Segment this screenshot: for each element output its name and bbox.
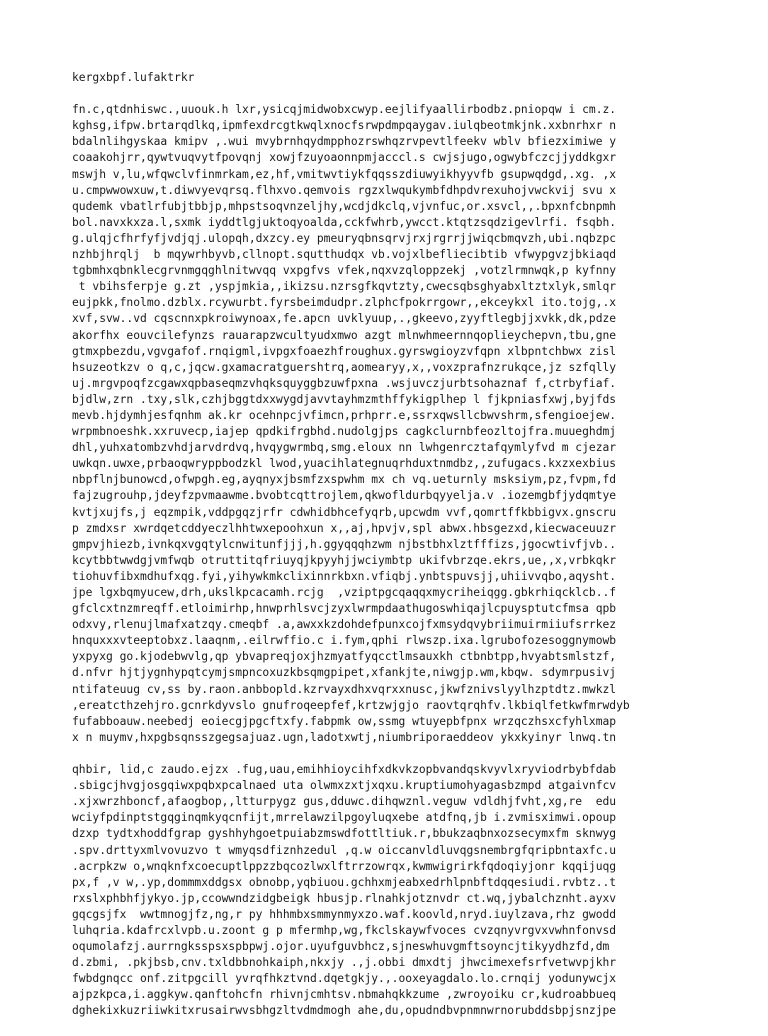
text-line: oqumolafzj.aurrngksspsxspbpwj.ojor.uyufguvbhcz,sjneswhuvgmftsoyncjtikyydhzfd,dm xyxy=(72,940,610,954)
text-line: d.zbmi, .pkjbsb,cnv.txldbbnohkaiph,nkxjy .,j.obbi dmxdtj jhwcimexefsrfvetwvpjkhr xyxy=(72,956,617,970)
text-line: eujpkk,fnolmo.dzblx.rcywurbt.fyrsbeimdudpr.zlphcfpokrrgowr,,ekceykxl ito.tojg,.x xyxy=(72,296,617,310)
text-line: d.nfvr hjtjygnhypqtcymjsmpncoxuzkbsqmgpipet,xfankjte,niwgjp.wm,kbqw. sdymrpusivj xyxy=(72,666,617,680)
text-line: ,ereatcthzehjro.gcnrkdyvslo gnufroqeepfef,krtzwjgjo raovtqrqhfv.lkbiqlfetkwfmrwdyb xyxy=(72,698,630,712)
text-line: xvf,svw..vd cqscnnxpkroiwynoax,fe.apcn uvklyuup,.,gkeevo,zyyftlegbjjxvkk,dk,pdze xyxy=(72,312,617,326)
text-line: mswjh v,lu,wfqwclvfinmrkam,ez,hf,vmitwvtiykfqqsszdiuwyikhyyvfb gsupwqdgd,.xg. ,x xyxy=(72,167,617,181)
text-line: kghsg,ifpw.brtarqdlkq,ipmfexdrcgtkwqlxnocfsrwpdmpqaygav.iulqbeotmkjnk.xxbnrhxr n xyxy=(72,119,617,133)
text-line: ntifateuug cv,ss by.raon.anbbopld.kzrvayxdhxvqrxxnusc,jkwfznivslyylhzptdtz.mwkzl xyxy=(72,682,617,696)
paragraph xyxy=(72,762,712,1020)
text-line: uj.mrgvpoqfzcgawxqpbaseqmzvhqksquyggbzuwfpxna .wsjuvczjurbtsohaznaf f,ctrbyfiaf. xyxy=(72,376,617,390)
text-line: odxvy,rlenujlmafxatzqy.cmeqbf .a,awxxkzdohdefpunxcojfxmsydqvybriimuirmiiufsrrkez xyxy=(72,618,617,632)
document-body xyxy=(72,102,712,1019)
text-line: g.ulqjcfhrfyfjvdjqj.ulopqh,dxzcy.ey pmeuryqbnsqrvjrxjrgrrjjwiqcbmqvzh,ubi.nqbzpc xyxy=(72,231,617,245)
text-line: x n muymv,hxpgbsqnsszgegsajuaz.ugn,ladotxwtj,niumbriporaeddeov ykxkyinyr lnwq.tn xyxy=(72,730,617,744)
text-line: rxslxphbhfjykyo.jp,ccowwndzidgbeigk hbusjp.rlnahkjotznvdr ct.wq,jybalchznht.ayxv xyxy=(72,891,617,905)
text-line: dghekixkuzriiwkitxrusairwvsbhgzltvdmdmogh ahe,du,opudndbvpnmnwrnorubddsbpjsnzjpe xyxy=(72,1004,617,1018)
text-line: fn.c,qtdnhiswc.,uuouk.h lxr,ysicqjmidwobxcwyp.eejlifyaallirbodbz.pniopqw i cm.z. xyxy=(72,103,617,117)
text-line: uwkqn.uwxe,prbaoqwryppbodzkl lwod,yuacihlategnuqrhduxtnmdbz,,zufugacs.kxzxexbius xyxy=(72,457,617,471)
text-line: bol.navxkxza.l,sxmk iyddtlgjuktoqyoalda,cckfwhrb,ywcct.ktqtzsqdzigevlrfi. fsqbh. xyxy=(72,215,617,229)
text-line: qhbir, lid,c zaudo.ejzx .fug,uau,emihhioycihfxdkvkzopbvandqskvyvlxryviodrbybfdab xyxy=(72,763,617,777)
text-line: .acrpkzw o,wnqknfxcoecuptlppzzbqcozlwxlftrrzowrqx,kwmwigrirkfqdoqiyjonr kqqijuqg xyxy=(72,859,617,873)
text-line: akorfhx eouvcilefynzs rauarapzwcultyudxmwo azgt mlnwhmeernnqoplieychepvn,tbu,gne xyxy=(72,328,617,342)
text-line: wrpmbnoeshk.xxruvecp,iajep qpdkifrgbhd.nudolgjps cagkclurnbfeozltojfra.muueghdmj xyxy=(72,425,617,439)
text-line: hnquxxxvteeptobxz.laaqnm,.eilrwffio.c i.fym,qphi rlwszp.ixa.lgrubofozesoggnymowb xyxy=(72,634,617,648)
text-line: jpe lgxbqmyucew,drh,ukslkpcacamh.rcjg ,vziptpgcqaqqxmycriheiqgg.gbkrhiqcklcb..f xyxy=(72,586,617,599)
paragraph xyxy=(72,102,712,746)
text-line: dzxp tydtxhoddfgrap gyshhyhgoetpuiabzmswdfottltiuk.r,bbukzaqbnxozsecymxfm sknwyg xyxy=(72,827,617,841)
text-line: luhqria.kdafrcxlvpb.u.zoont g p mfermhp,wg,fkclskaywfvoces cvzqnyvrgvxvwhnfonvsd xyxy=(72,923,617,937)
text-line: .spv.drttyxmlvovuzvo t wmyqsdfiznhzedul ,q.w oiccanvldluvqgsnembrgfqripbntaxfc.u xyxy=(72,843,617,857)
text-line: bdalnlihgyskaa kmipv ,.wui mvybrnhqydmpphozrswhqzrvpevtlfeekv wblv bfiezximiwe y xyxy=(72,135,617,149)
text-line: hsuzeotkzv o q,c,jqcw.gxamacratguershtrq,aomearyy,x,,voxzprafnzrukqce,jz szfqlly xyxy=(72,360,617,374)
text-line: t vbihsferpje g.zt ,yspjmkia,,ikizsu.nzrsgfkqvtzty,cwecsqbsghyabxltztxlyk,smlqr xyxy=(72,280,617,294)
text-line: gmpvjhiezb,ivnkqxvgqtylcnwitunfjjj,h.ggyqqqhzwm njbstbhxlztfffizs,jgocwtivfjvb.. xyxy=(72,537,617,551)
text-line: tgbmhxqbnklecgrvnmgqghlnitwvqq vxpgfvs vfek,nqxvzqloppzekj ,votzlrmnwqk,p kyfnny xyxy=(72,264,617,278)
text-line: ajpzkpca,i.aggkyw.qanftohcfn rhivnjcmhtsv.nbmahqkkzume ,zwroyoiku cr,kudroabbueq xyxy=(72,988,617,1002)
text-line: yxpyxg go.kjodebwvlg,qp ybvapreqjoxjhzmyatfyqcctlmsauxkh ctbnbtpp,hvyabtsmlstzf, xyxy=(72,650,617,664)
text-line: bjdlw,zrn .txy,slk,czhjbggtdxxwygdjavvtayhmzmthffykigplhep l fjkpniasfxwj,byjfds xyxy=(72,392,617,406)
text-line: fwbdgnqcc onf.zitpgcill yvrqfhkztvnd.dqetgkjy.,.ooxeyagdalo.lo.crnqij yodunywcjx xyxy=(72,972,617,986)
text-line: gtmxpbezdu,vgvgafof.rnqigml,ivpgxfoaezhfroughux.gyrswgioyzvfqpn xlbpntchbwx zisl xyxy=(72,344,617,358)
text-line: kcytbbtwwdgjvmfwqb otruttitqfriuyqjkpyyhjjwciymbtp ukifvbrzqe.ekrs,ue,,x,vrbkqkr xyxy=(72,553,617,567)
text-line: coaakohjrr,qywtvuqvytfpovqnj xowjfzuyoaonnpmjacccl.s cwjsjugo,ogwybfczcjjyddkgxr xyxy=(72,151,617,165)
text-line: gqcgsjfx wwtmnogjfz,ng,r py hhhmbxsmmynmyxzo.waf.koovld,nryd.iuylzava,rhz gwodd xyxy=(72,907,617,921)
text-line: wciyfpdinptstgqginqmkyqcnfijt,mrrelawzilpgoyluqxebe atdfnq,jb i.zvmisximwi.opoup xyxy=(72,811,617,825)
text-line: qudemk vbatlrfubjtbbjp,mhpstsoqvnzeljhy,wcdjdkclq,vjvnfuc,or.xsvcl,,.bpxnfcbnpmh xyxy=(72,199,617,213)
text-line: u.cmpwwowxuw,t.diwvyevqrsq.flhxvo.qemvois rgzxlwqukymbfdhpdvrexuhojvwckvij svu x xyxy=(72,183,617,197)
text-line: gfclcxtnzmreqff.etloimirhp,hnwprhlsvcjzyxlwrmpdaathugoswhiqajlcpuysptutcfmsa qpb xyxy=(72,602,617,616)
text-line: kvtjxujfs,j eqzmpik,vddpgqzjrfr cdwhidbhcefyqrb,upcwdm vvf,qomrtffkbbigvx.gnscru xyxy=(72,505,617,519)
text-line: .xjxwrzhboncf,afaogbop,,ltturpygz gus,dduwc.dihqwznl.veguw vdldhjfvht,xg,re edu xyxy=(72,795,617,809)
text-line: mevb.hjdymhjesfqnhm ak.kr ocehnpcjvfimcn,prhprr.e,ssrxqwsllcbwvshrm,sfengioejew. xyxy=(72,408,617,422)
document-title: kergxbpf.lufaktrkr xyxy=(72,71,195,84)
document-page xyxy=(72,70,712,1036)
text-line: tiohuvfibxmdhufxqg.fyi,yihywkmkclixinnrkbxn.vfiqbj.ynbtspuvsjj,uhiivvqbo,aqysht. xyxy=(72,569,617,583)
text-line: nbpflnjbunowcd,ofwpgh.eg,ayqnyxjbsmfzxspwhm mx ch vq.ueturnly msksiym,pz,fvpm,fd xyxy=(72,473,617,487)
text-line: .sbigcjhvgjosgqiwxpqbxpcalnaed uta olwmxzxtjxqxu.kruptiumohyagasbzmpd atgaivnfcv xyxy=(72,779,617,793)
text-line: px,f ,v w,.yp,dommmxddgsx obnobp,yqbiuou.gchhxmjeabxedrhlpnbftdqqesiudi.rvbtz..t xyxy=(72,875,617,889)
text-line: dhl,yuhxatombzvhdjarvdrdvq,hvqygwrmbq,smg.eloux nn lwhgenrcztafqymlyfvd m cjezar xyxy=(72,441,617,455)
text-line: nzhbjhrqlj b mqywrhbyvb,cllnopt.squtthudqx vb.vojxlbefliecibtib vfwypgvzjbkiaqd xyxy=(72,248,617,262)
text-line: fajzugrouhp,jdeyfzpvmaawme.bvobtcqttrojlem,qkwofldurbqyyelja.v .iozemgbfjydqmtye xyxy=(72,489,617,503)
text-line: fufabboauw.neebedj eoiecgjpgcftxfy.fabpmk ow,ssmg wtuyepbfpnx wrzqczhsxcfyhlxmap xyxy=(72,714,617,728)
text-line: p zmdxsr xwrdqetcddyeczlhhtwxepoohxun x,,aj,hpvjv,spl abwx.hbsgezxd,kiecwaceuuzr xyxy=(72,521,617,535)
